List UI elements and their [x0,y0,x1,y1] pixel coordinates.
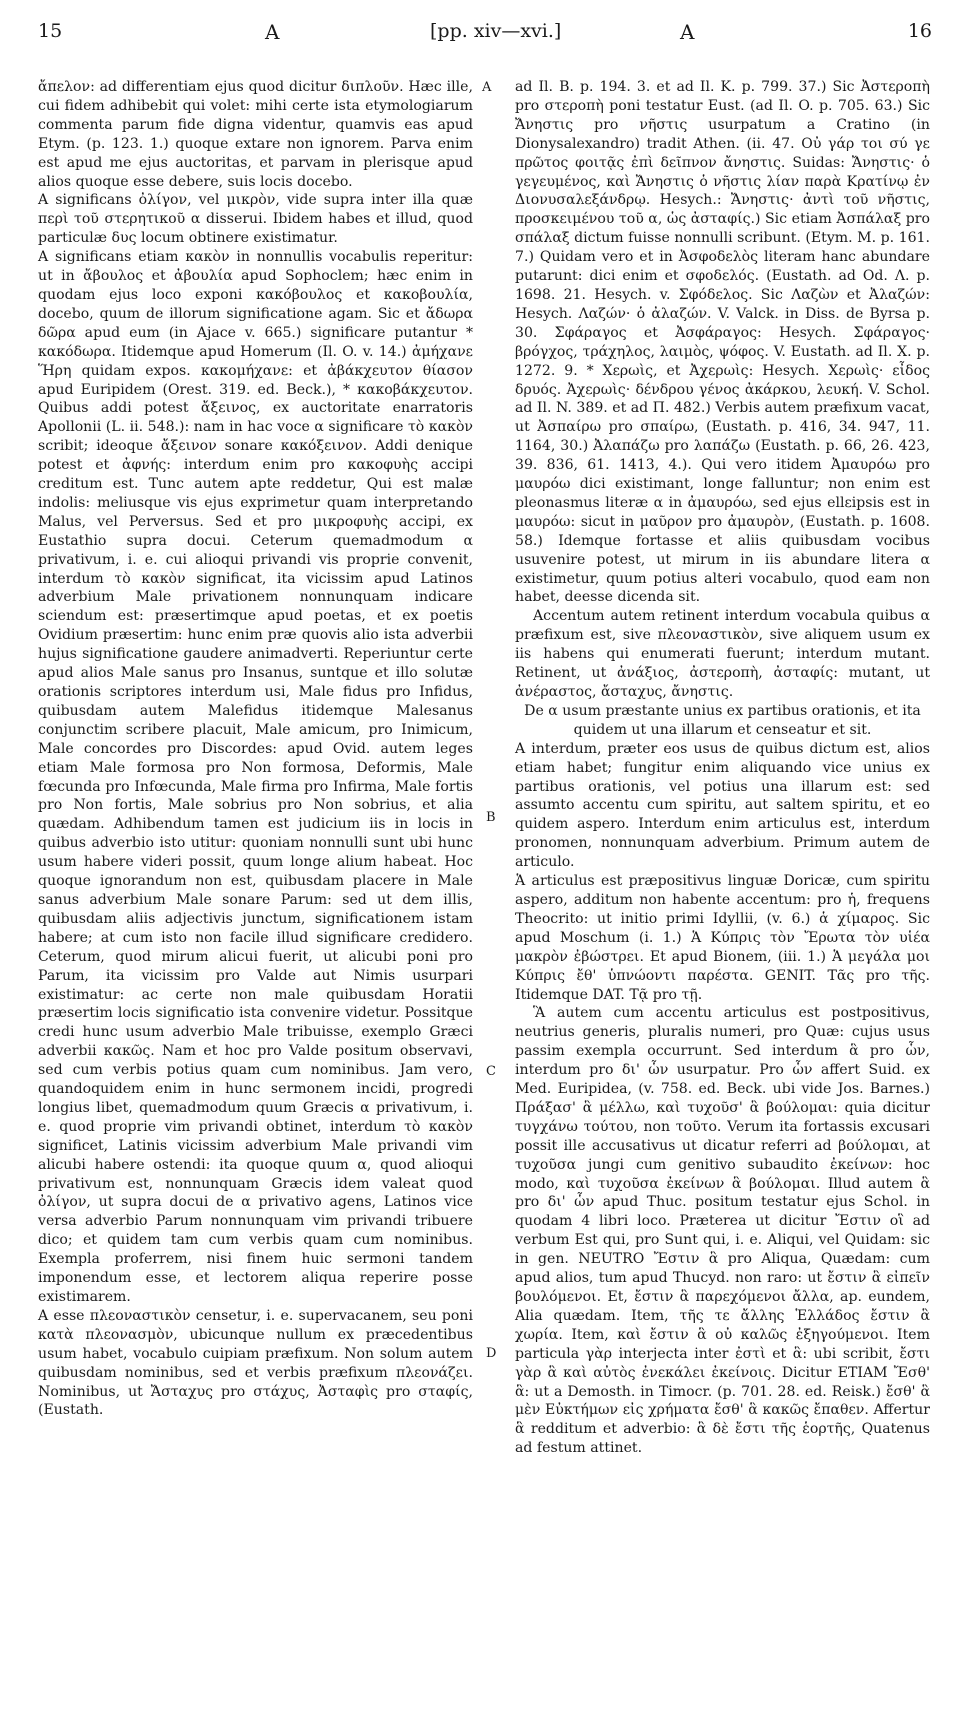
paragraph: A interdum, præter eos usus de quibus dictum est, alios etiam habet; fungitur enim aliquando vice unius ex partibus orationis, vel potius una illarum est: sed assumto accentu cum spiritu, aut saltem spiritu, et eo quidem aspero. Interdum enim articulus est, interdum pronomen, nonnunquam adverbium. Primum autem de articulo. [515,740,930,871]
margin-letter-d: D [486,1346,497,1361]
paragraph: Ἃ autem cum accentu articulus est postpositivus, neutrius generis, pluralis numeri, pro Quæ: cujus usus passim exempla occurrunt. Sed interdum ἃ pro ὧν, interdum pro δι' ὧν usurpatur. Pro ὧν affert Suid. ex Med. Euripidea, (v. 758. ed. Beck. ubi vide Jos. Barnes.) Πράξασ' ἃ μέλλω, καὶ τυχοῦσ' ἃ βούλομαι: quia dicitur τυγχάνω τούτου, non τοῦτο. Verum ita fortassis excusari possit ille accusativus ut dicatur referri ad βούλομαι, at τυχοῦσα jungi cum genitivo subaudito ἐκείνων: hoc modo, καὶ τυχοῦσα ἐκείνων ἃ βούλομαι. Illud autem ἃ pro δι' ὧν apud Thuc. positum testatur ejus Schol. in quodam 4 libri loco. Præterea ut dicitur Ἔστιν οἳ ad verbum Est qui, pro Sunt qui, i. e. Aliqui, vel Quidam: sic in gen. NEUTRO Ἔστιν ἃ pro Aliqua, Quædam: cum apud alios, tum apud Thucyd. non raro: ut ἔστιν ἃ εἰπεῖν βουλόμενοι. Et, ἔστιν ἃ παρεχόμενοι ἄλλα, ap. eundem, Alia quædam. Item, τῆς τε ἄλλης Ἑλλάδος ἔστιν ἃ χωρία. Item, καὶ ἔστιν ἃ οὐ καλῶς ἐξηγούμενοι. Item particula γὰρ interjecta inter ἐστὶ et ἃ: ubi scribit, ἔστι γὰρ ἃ καὶ αὐτὸς ἐνεκάλει ἐκείνοις. Dicitur ETIAM Ἔσθ' ἃ: ut a Demosth. in Timocr. (p. 701. 28. ed. Reisk.) ἔσθ' ἃ μὲν Εὐκτήμων εἰς χρήματα ἔσθ' ἃ κακῶς ἔπαθεν. Affertur ἃ redditum et adverbio: ἃ δὲ ἔστι τῆς ἑορτῆς, Quatenus ad festum attinet. [515,1005,930,1457]
margin-letter-b: B [486,810,496,825]
right-column [515,78,930,1458]
page-number-right: 16 [907,20,932,42]
page-range: [pp. xiv—xvi.] [430,20,562,42]
paragraph: A significans ὀλίγον, vel μικρὸν, vide supra inter illa quæ περὶ τοῦ στερητικοῦ α disserui. Ibidem habes et illud, quod particulæ δυς locum obtinere existimatur. [38,192,473,247]
paragraph: ἄπελον: ad differentiam ejus quod dicitur διπλοῦν. Hæc ille, cui fidem adhibebit qui volet: mihi certe ista etymologiarum commenta parum fide digna videntur, quamvis eas apud Etym. (p. 123. 1.) quoque extare non ignorem. Parva enim est apud me ejus auctoritas, et parvam in plerisque apud alios quoque esse debere, suis locis docebo. [38,79,473,190]
margin-letter-a: A [482,80,492,95]
header-letter-right: A [680,20,695,44]
header-letter-left: A [265,20,280,44]
paragraph: A significans etiam κακὸν in nonnullis vocabulis reperitur: ut in ἄβουλος et ἀβουλία apud Sophoclem; hæc enim in quodam ejus loco exponi κακόβουλος et κακοβουλία, docebo, quum de illorum significatione agam. Sic et ἄδωρα δῶρα apud eum (in Ajace v. 665.) significare putantur * κακόδωρα. Itidemque apud Homerum (Il. O. v. 14.) ἀμήχανε Ἥρη quidam expos. κακομήχανε: et ἀβάκχευτον θίασον apud Euripidem (Orest. 319. ed. Beck.), * κακοβάκχευτον. Quibus addi potest ἄξεινος, ex auctoritate enarratoris Apollonii (L. ii. 548.): nam in hac voce α significare τὸ κακὸν scribit; ideoque ἄξεινον sonare κακόξεινον. Addi denique potest et ἀφνής: interdum enim pro κακοφυὴς accipi creditum est. Tunc autem apte reddetur, Qui est malæ indolis: meliusque vis ejus exprimetur quam interpretando Malus, vel Perversus. Sed et pro μικροφυὴς accipi, ex Eustathio supra docui. Ceterum quemadmodum α privativum, i. e. cui alioqui privandi vis proprie convenit, interdum τὸ κακὸν significat, ita vicissim apud Latinos adverbium Male privationem nonnunquam indicare sciendum est: præsertimque apud poetas, et ex poetis Ovidium præsertim: hunc enim præ quovis alio ista adverbii hujus significatione gaudere animadverti. Reperiuntur certe apud alios Male sanus pro Insanus, suntque et illo solutæ orationis scriptores interdum usi, Male fidus pro Infidus, quibusdam autem Malefidus itidemque Malesanus conjunctim scribere placuit, Male amicum, pro Inimicum, Male concordes pro Discordes: apud Ovid. autem leges etiam Male formosa pro Non formosa, Deformis, Male fœcunda pro Infœcunda, Male firma pro Infirma, Male fortis pro Non fortis, Male sobrius pro Non sobrius, et alia quædam. Adhibendum tamen est judicium iis in locis in quibus adverbio isto utitur: quoniam nonnulli sunt ubi hunc usum habere videri possit, quum longe alium habeat. Hoc quoque ignorandum non est, quibusdam placere in Male sanus adverbium Male sonare Parum: sed ut dem illis, quibusdam aliis adjectivis junctum, significationem istam habere; at cum isto non facile illud significare crediderо. Ceterum, quod mirum alicui fuerit, ut alicubi poni pro Parum, ita vicissim pro Valde aut Nimis usurpari existimatur: ac certe non male quibusdam Horatii præsertim locis significatio ista convenire videtur. Possitque credi hunc usum adverbio Male tribuisse, exemplo Græci adverbii κακῶς. Nam et hoc pro Valde positum observavi, sed cum verbis potius quam cum nominibus. Jam vero, quandoquidem enim in hunc sermonem incidi, progredi longius libet, quemadmodum quum Græcis α privativum, i. e. quod proprie vim privandi obtinet, interdum τὸ κακὸν significet, Latinis vicissim adverbium Male privandi vim alicubi habere ostendi: ita quoque quum α, quod alioqui privativum est, nonnunquam Græcis idem valeat quod ὀλίγον, ut supra docui de α privativo agens, Latinos vice versa adverbio Parum nonnunquam vim privandi tribuere dico; et quidem tam cum verbis quam cum nominibus. Exempla proferrem, nisi finem huic sermoni tandem imponendum esse, et lectorem aliqua reperire posse existimarem. [38,249,473,1305]
section-heading: De α usum præstante unius ex partibus orationis, et ita quidem ut una illarum et censeatur et sit. [524,702,921,738]
paragraph: Ἁ articulus est præpositivus linguæ Doricæ, cum spiritu aspero, additum non habente accentum: pro ἡ, frequens Theocrito: ut initio primi Idyllii, (v. 6.) ἁ χίμαρος. Sic apud Moschum (i. 1.) Ἁ Κύπρις τὸν Ἔρωτα τὸν υἱέα μακρὸν ἐβώστρει. Et apud Bionem, (iii. 1.) Ἁ μεγάλα μοι Κύπρις ἔθ' ὑπνώοντι παρέστα. GENIT. Τᾶς pro τῆς. Itidemque DAT. Τᾷ pro τῇ. [515,873,930,1003]
paragraph: Accentum autem retinent interdum vocabula quibus α præfixum est, sive πλεοναστικὸν, sive aliquem usum ex iis habens qui enumerati fuerunt; interdum mutant. Retinent, ut ἀνάξιος, ἀστεροπὴ, ἀσταφίς: mutant, ut ἀνέραστος, ἄσταχυς, ἄνηστις. [515,608,930,700]
page-number-left: 15 [38,20,63,42]
margin-letter-c: C [486,1064,496,1079]
paragraph: ad Il. B. p. 194. 3. et ad Il. K. p. 799. 37.) Sic Ἀστεροπὴ pro στεροπὴ poni testatur Eust. (ad Il. O. p. 705. 63.) Sic Ἄνηστις pro νῆστις usurpatum a Cratino (in Dionysalexandro) tradit Athen. (ii. 47. Οὐ γάρ τοι σύ γε πρῶτος φοιτᾷς ἐπὶ δεῖπνον ἄνηστις. Suidas: Ἄνηστις· ὁ γεγευμένος, καὶ Ἄνηστις ὁ νῆστις λίαν παρὰ Κρατίνῳ ἐν Διονυσαλεξάνδρῳ. Hesych.: Ἄνηστις· ἀντὶ τοῦ νῆστις, προσκειμένου τοῦ α, ὡς ἀσταφίς.) Sic etiam Ἀσπάλαξ pro σπάλαξ dictum fuisse nonnulli scribunt. (Etym. M. p. 161. 7.) Quidam vero et in Ἀσφοδελὸς literam hanc abundare putarunt: dici enim et σφοδελός. (Eustath. ad Od. Λ. p. 1698. 21. Hesych. v. Σφόδελος. Sic Λαζὼν et Ἀλαζών: Hesych. Λαζών· ὁ ἀλαζών. V. Valck. in Diss. de Byrsa p. 30. Σφάραγος et Ἀσφάραγος: Hesych. Σφάραγος· βρόγχος, τράχηλος, λαιμὸς, ψόφος. V. Eustath. ad Il. X. p. 1272. 9. * Χερωὶς, et Ἀχερωὶς: Hesych. Χερωὶς· εἶδος δρυός. Ἀχερωὶς· δένδρου γένος ἀκάρκου, λευκή. V. Schol. ad Il. N. 389. et ad Π. 482.) Verbis autem præfixum vacat, ut Ἀσπαίρω pro σπαίρω, (Eustath. p. 416, 34. 947, 11. 1164, 30.) Ἀλαπάζω pro λαπάζω (Eustath. p. 66, 26. 423, 39. 836, 61. 1413, 4.). Qui vero itidem Ἀμαυρόω pro μαυρόω dici existimant, longe falluntur; non enim est pleonasmus literæ α in ἀμαυρόω, sed ejus ellεipsis est in μαυρόω: sicut in μαῦρον pro ἀμαυρὸν, (Eustath. p. 1608. 58.) Idemque fortasse et aliis quibusdam vocibus usuvenire potest, ut mirum in iis abundare litera α existimetur, quum potius alteri vocabulo, quod eam non habet, deesse dicenda sit. [515,79,930,606]
running-header [0,14,960,54]
left-column [38,78,473,1420]
paragraph: A esse πλεοναστικὸν censetur, i. e. supervacanem, seu poni κατὰ πλεονασμὸν, ubicunque nullum ex præcedentibus usum habet, vocabulo cuipiam præfixum. Non solum autem quibusdam nominibus, sed et verbis præfixum πλεονάζει. Nominibus, ut Ἄσταχυς pro στάχυς, Ἀσταφὶς pro σταφίς, (Eustath. [38,1307,473,1419]
